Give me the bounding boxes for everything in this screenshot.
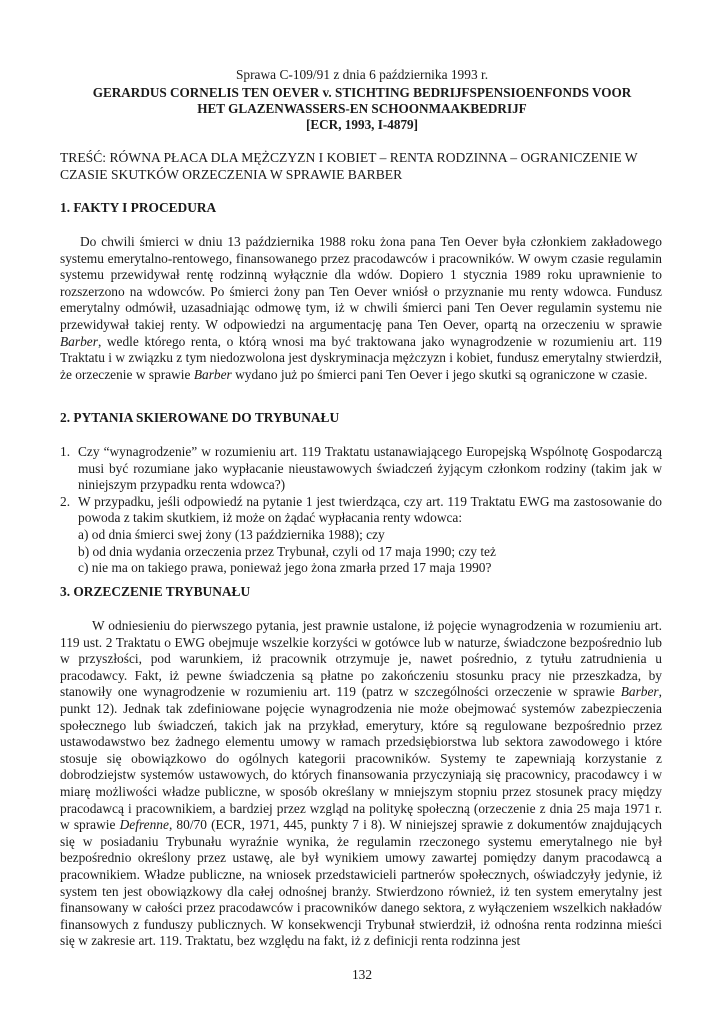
section-heading-judgment: 3. ORZECZENIE TRYBUNAŁU bbox=[60, 584, 251, 599]
questions-list bbox=[60, 444, 662, 577]
judgment-paragraph bbox=[60, 618, 662, 950]
page-number: 132 bbox=[351, 967, 373, 982]
facts-paragraph bbox=[60, 234, 662, 383]
judgment-text-2: , punkt 12). Jednak tak zdefiniowane pojęcie wynagrodzenia nie może obejmować systemów zabezpieczenia społecznego lub świadczeń, takich jak na przykład, emerytury, które są regulowane bezpośrednio przez ustawodawstwo bez żadnego elementu umowy w ramach przedsiębiorstwa lub sektora zawodowego i które stosuje się obowiązkowo do ogólnych kategorii pracowników. Systemy te zapewniają korzystanie z dobrodziejstw systemów ustawowych, do których finansowania przyczyniają się pracownicy, pracodawcy i w miarę możliwości władze publiczne, w sposób określany w mniejszym stopniu przez stosunek pracy między pracodawcą i pracownikiem, a bardziej przez wzgląd na politykę społeczną (orzeczenie z dnia 25 maja 1971 r. w sprawie bbox=[60, 684, 662, 833]
question-option-a: a) od dnia śmierci swej żony (13 października 1988); czy bbox=[78, 526, 385, 542]
question-option-c: c) nie ma on takiego prawa, ponieważ jego żona zmarła przed 17 maja 1990? bbox=[78, 560, 492, 576]
question-number-1: 1. bbox=[60, 444, 71, 459]
question-text-2: W przypadku, jeśli odpowiedź na pytanie 1 jest twierdząca, czy art. 119 Traktatu EWG ma zastosowanie do powoda z takim skutkiem, iż może on żądać wypłacania renty wdowca: bbox=[78, 493, 662, 526]
parties-line-1: GERARDUS CORNELIS TEN OEVER v. STICHTING BEDRIJFSPENSIOENFONDS VOOR bbox=[92, 85, 632, 100]
judgment-text-3: , 80/70 (ECR, 1971, 445, punkty 7 i 8). W niniejszej sprawie z dokumentów znajdujących się w posiadaniu Trybunału wyraźnie wynika, że regulamin rzeczonego systemu emerytalnego nie był bezpośrednio określony przez ustawę, ale był wynikiem umowy zawartej pomiędzy danym pracodawcą a pracownikiem. Władze publiczne, na wniosek przedstawicieli partnerów społecznych, oświadczyły jedynie, iż system ten jest obowiązkowy dla całej odnośnej branży. Stwierdzono również, iż ten system emerytalny jest finansowany w całości przez pracodawców i pracowników danego sektora, z wyłączeniem wszelkich nakładów finansowych z funduszy publicznych. W konsekwencji Trybunał stwierdził, iż odnośna renta rodzinna mieści się w zakresie art. 119. Traktatu, bez względu na fakt, iż z definicji renta rodzinna jest bbox=[60, 817, 662, 949]
facts-text-2: , wedle którego renta, o którą wnosi ma być traktowana jako wynagrodzenie w rozumieniu art. 119 Traktatu i w związku z tym niedozwolona jest dyskryminacja mężczyzn i kobiet, fundusz emerytalny stwierdził, że orzeczenie w sprawie bbox=[60, 333, 662, 382]
facts-italic-case-1: Barber bbox=[60, 333, 98, 349]
section-heading-facts: 1. FAKTY I PROCEDURA bbox=[60, 200, 217, 215]
question-item-2 bbox=[60, 494, 662, 577]
case-reference: Sprawa C-109/91 z dnia 6 października 1993 r. bbox=[235, 67, 489, 82]
case-citation: [ECR, 1993, I-4879] bbox=[305, 116, 419, 132]
content-summary-title bbox=[60, 150, 660, 184]
facts-text-3: wydano już po śmierci pani Ten Oever i jego skutki są ograniczone w czasie. bbox=[231, 366, 648, 382]
case-parties bbox=[0, 85, 724, 132]
judgment-text-1: W odniesieniu do pierwszego pytania, jest prawnie ustalone, iż pojęcie wynagrodzenia w rozumieniu art. 119 ust. 2 Traktatu o EWG obejmuje wszelkie korzyści w gotówce lub w naturze, świadczone bezpośrednio lub w przyszłości, pod warunkiem, iż pracownik otrzymuje je, nawet pośrednio, z tytułu zatrudnienia u pracodawcy. Fakt, iż pewne świadczenia są płatne po zakończeniu stosunku pracy nie przeszkadza, by stanowiły one wynagrodzenie w rozumieniu art. 119 (patrz w szczególności orzeczenie w sprawie bbox=[60, 618, 662, 700]
judgment-italic-barber: Barber bbox=[620, 684, 659, 700]
facts-text-1: Do chwili śmierci w dniu 13 października 1988 roku żona pana Ten Oever była członkiem zakładowego systemu emerytalno-rentowego, finansowanego przez pracodawców i pracowników. W owym czasie regulamin systemu przewidywał rentę rodzinną wyłącznie dla wdów. Dopiero 1 stycznia 1989 roku uprawnienie to rozszerzono na wdowców. Po śmierci żony pan Ten Oever wniósł o przyznanie mu renty wdowca. Fundusz emerytalny odmówił, uzasadniając odmowę tym, iż w chwili śmierci pani Ten Oever regulamin systemu nie przewidywał takiej renty. W odpowiedzi na argumentację pana Ten Oever, opartą na orzeczeniu w sprawie bbox=[60, 234, 662, 332]
question-number-2: 2. bbox=[60, 493, 71, 509]
case-header bbox=[0, 66, 724, 132]
parties-line-2: HET GLAZENWASSERS-EN SCHOONMAAKBEDRIJF bbox=[197, 100, 527, 116]
question-option-b: b) od dnia wydania orzeczenia przez Trybunał, czyli od 17 maja 1990; czy też bbox=[78, 543, 496, 559]
content-title-line-2: CZASIE SKUTKÓW ORZECZENIA W SPRAWIE BARBER bbox=[60, 166, 403, 182]
facts-italic-case-2: Barber bbox=[193, 366, 232, 382]
judgment-italic-defrenne: Defrenne bbox=[119, 817, 169, 833]
content-title-line-1: TREŚĆ: RÓWNA PŁACA DLA MĘŻCZYZN I KOBIET – RENTA RODZINNA – OGRANICZENIE W bbox=[60, 150, 638, 165]
question-item-1 bbox=[60, 444, 662, 494]
section-heading-questions: 2. PYTANIA SKIEROWANE DO TRYBUNAŁU bbox=[60, 410, 340, 425]
question-text-1: Czy “wynagrodzenie” w rozumieniu art. 119 Traktatu ustanawiającego Europejską Wspólnotę Gospodarczą musi być rozumiane jako wypłacanie nieustawowych świadczeń żyjącym członkom rodziny (takim jak w niniejszym przypadku renta wdowca?) bbox=[78, 444, 662, 493]
